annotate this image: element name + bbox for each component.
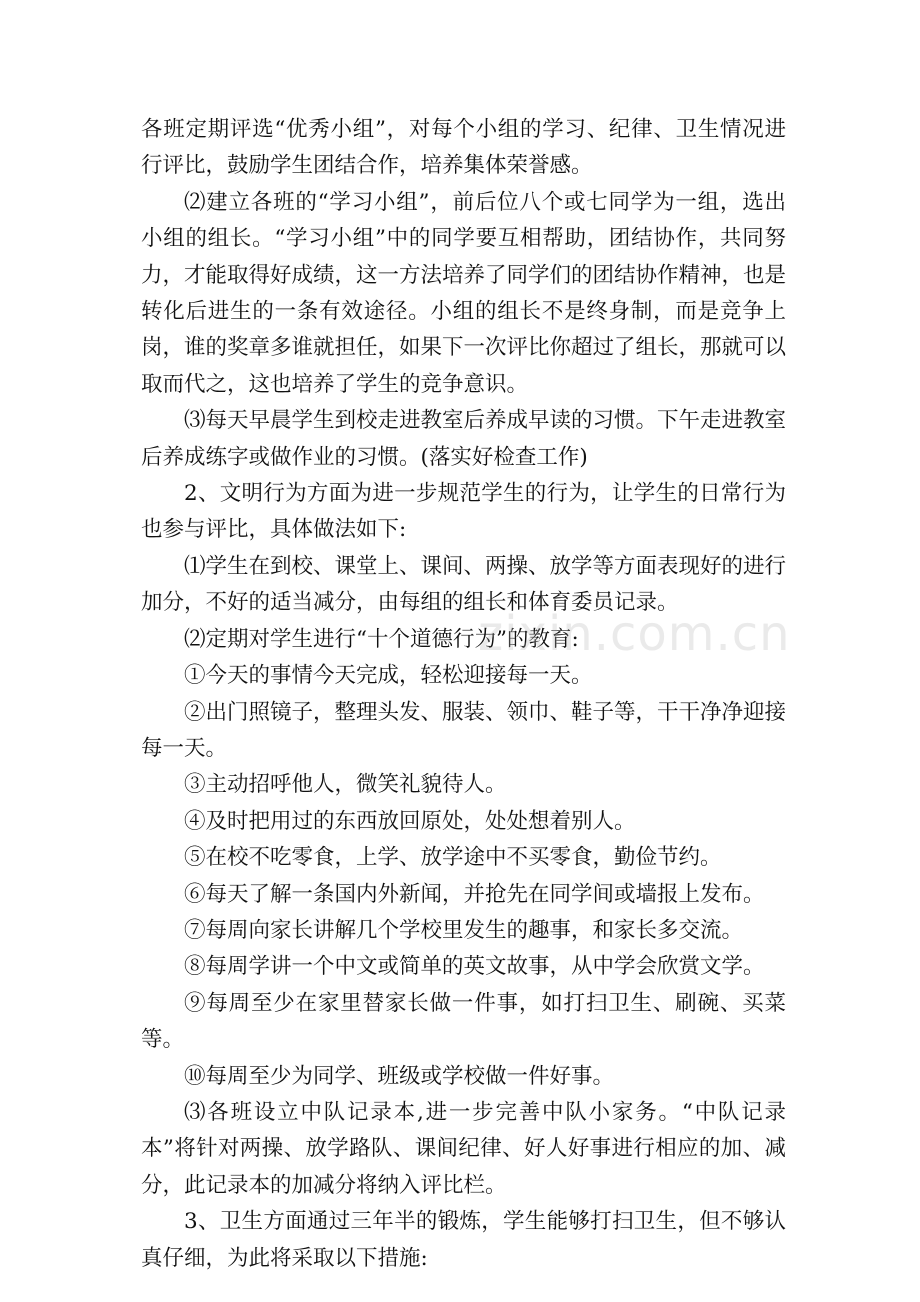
paragraph: ⑶每天早晨学生到校走进教室后养成早读的习惯。下午走进教室后养成练字或做作业的习惯。(落实好检查工作) — [141, 408, 787, 470]
list-item: ⑩每周至少为同学、班级或学校做一件好事。 — [184, 1063, 615, 1089]
list-item: ⑧每周学讲一个中文或简单的英文故事，从中学会欣赏文学。 — [184, 954, 765, 980]
paragraph: 3、卫生方面通过三年半的锻炼，学生能够打扫卫生，但不够认真仔细，为此将采取以下措施: — [141, 1209, 786, 1271]
paragraph: ⑶各班设立中队记录本,进一步完善中队小家务。“中队记录本”将针对两操、放学路队、课间纪律、好人好事进行相应的加、减分，此记录本的加减分将纳入评比栏。 — [141, 1099, 786, 1198]
list-item: ⑨每周至少在家里替家长做一件事，如打扫卫生、刷碗、买菜等。 — [141, 990, 786, 1053]
paragraph: ⑵定期对学生进行“十个道德行为”的教育: — [184, 626, 579, 652]
paragraph: 各班定期评选“优秀小组”，对每个小组的学习、纪律、卫生情况进行评比，鼓励学生团结合作，培养集体荣誉感。 — [141, 117, 786, 179]
list-item: ⑥每天了解一条国内外新闻，并抢先在同学间或墙报上发布。 — [184, 881, 765, 907]
paragraph: 2、文明行为方面为进一步规范学生的行为，让学生的日常行为也参与评比，具体做法如下: — [141, 481, 786, 543]
paragraph: ⑴学生在到校、课堂上、课间、两操、放学等方面表现好的进行加分，不好的适当减分，由每组的组长和体育委员记录。 — [141, 553, 787, 616]
list-item: ①今天的事情今天完成，轻松迎接每一天。 — [184, 663, 593, 689]
document-body — [141, 112, 786, 1277]
paragraph: ⑵建立各班的“学习小组”，前后位八个或七同学为一组，选出小组的组长。“学习小组”中的同学要互相帮助，团结协作，共同努力，才能取得好成绩，这一方法培养了同学们的团结协作精神，也是转化后进生的一条有效途径。小组的组长不是终身制，而是竞争上岗，谁的奖章多谁就担任，如果下一次评比你超过了组长，那就可以取而代之，这也培养了学生的竞争意识。 — [141, 189, 787, 397]
watermark: zixin.com.cn — [478, 606, 791, 662]
list-item: ④及时把用过的东西放回原处，处处想着别人。 — [184, 808, 636, 834]
list-item: ②出门照镜子，整理头发、服装、领巾、鞋子等，干干净净迎接每一天。 — [141, 699, 787, 761]
list-item: ⑤在校不吃零食，上学、放学途中不买零食，勤俭节约。 — [184, 845, 722, 871]
list-item: ③主动招呼他人，微笑礼貌待人。 — [184, 772, 507, 798]
list-item: ⑦每周向家长讲解几个学校里发生的趣事，和家长多交流。 — [184, 917, 744, 943]
